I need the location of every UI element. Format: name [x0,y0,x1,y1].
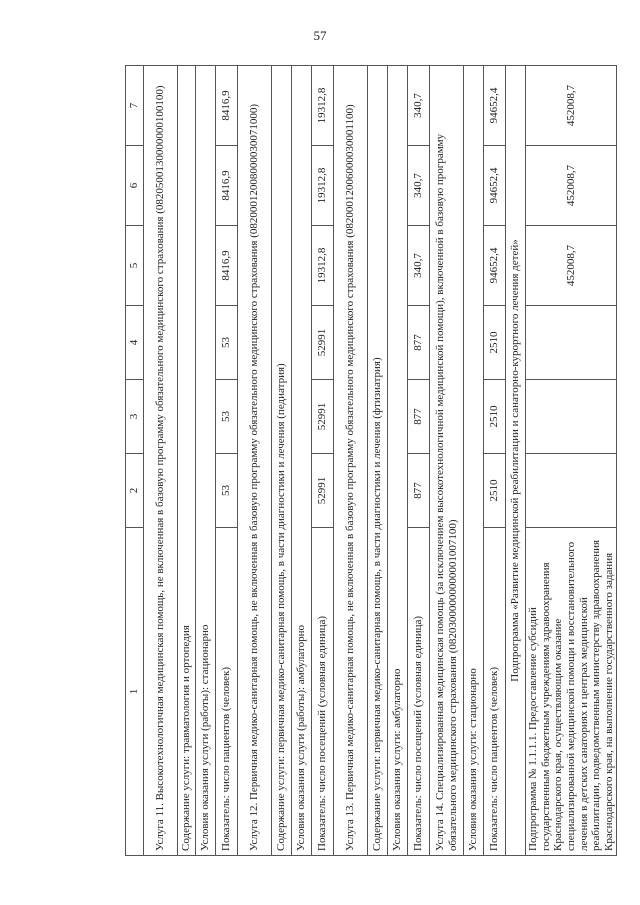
service-description: Содержание услуги: первичная медико-санитарная помощь, в части диагностики и лечения (педиатрия) [272,66,292,856]
value-cell: 877 [408,454,430,528]
table-row [464,66,484,856]
table-row [216,66,238,856]
value-cell: 19312,8 [312,226,334,306]
service-description: Услуга 11. Высокотехнологичная медицинская помощь, не включенная в базовую программу обязательного медицинского страхования (0820500130000000100100) [144,66,178,856]
service-description: Условия оказания услуги (работы): амбулаторно [292,66,312,856]
value-cell: 340,7 [408,66,430,146]
service-description: Условия оказания услуги: стационарно [464,66,484,856]
value-cell: 877 [408,306,430,380]
table-row [526,66,617,856]
header-cell: 6 [126,146,144,226]
value-cell: 53 [216,380,238,454]
service-description: Условия оказания услуги: амбулаторно [388,66,408,856]
table-row [272,66,292,856]
value-cell: 2510 [484,454,506,528]
table-row [292,66,312,856]
service-description: Содержание услуги: травматология и ортопедия [178,66,196,856]
indicator-label: Подпрограмма № 1.1.1.1. Предоставление субсидий государственным бюджетным учреждениям здравоохранения Краснодарского края, осуществляющим оказание специализированной медицинской помощи и восстановительного лечения в детских санаториях и центрах медицинской реабилитации, подведомственным министерству здравоохранения Краснодарского края, на выполнение государственного задания [526,528,617,856]
table-row [196,66,216,856]
value-cell: 53 [216,454,238,528]
value-cell: 877 [408,380,430,454]
indicator-label: Показатель: число посещений (условная единица) [408,528,430,856]
value-cell [526,454,617,528]
table-row [178,66,196,856]
value-cell [526,306,617,380]
value-cell: 2510 [484,306,506,380]
table-row [506,66,526,856]
header-cell: 2 [126,454,144,528]
table-row [430,66,464,856]
table-row [408,66,430,856]
page-number: 57 [313,28,327,43]
value-cell: 8416,9 [216,226,238,306]
header-row [126,66,144,856]
table-body [126,66,617,856]
value-cell: 52991 [312,306,334,380]
value-cell: 8416,9 [216,66,238,146]
indicator-label: Показатель: число посещений (условная единица) [312,528,334,856]
value-cell: 452008,7 [526,226,617,306]
header-cell: 1 [126,528,144,856]
header-cell: 4 [126,306,144,380]
budget-table [125,65,617,856]
subprogram-title: Подпрограмма «Развитие медицинской реабилитации и санаторно-курортного лечения детей» [506,66,526,856]
table-row [368,66,388,856]
value-cell: 2510 [484,380,506,454]
service-description: Услуга 14. Специализированная медицинская помощь (за исключением высокотехнологичной медицинской помощи), включенной в базовую программу обязательного медицинского страхования (08203000000000001007100) [430,66,464,856]
service-description: Услуга 12. Первичная медико-санитарная помощь, не включенная в базовую программу обязательного медицинского страхования (08200012008000030071000) [238,66,272,856]
value-cell: 452008,7 [526,146,617,226]
table-row [312,66,334,856]
indicator-label: Показатель: число пациентов (человек) [484,528,506,856]
value-cell: 94652,4 [484,146,506,226]
value-cell: 94652,4 [484,226,506,306]
value-cell: 52991 [312,454,334,528]
value-cell: 8416,9 [216,146,238,226]
table-row [144,66,178,856]
header-cell: 7 [126,66,144,146]
value-cell: 52991 [312,380,334,454]
service-description: Условия оказания услуги (работы): стационарно [196,66,216,856]
value-cell: 340,7 [408,226,430,306]
rotated-table-container [125,66,615,856]
value-cell: 19312,8 [312,66,334,146]
header-cell: 3 [126,380,144,454]
service-description: Услуга 13. Первичная медико-санитарная помощь, не включенная в базовую программу обязательного медицинского страхования (08200012006000030001100) [334,66,368,856]
table-row [388,66,408,856]
table-row [238,66,272,856]
indicator-label: Показатель: число пациентов (человек) [216,528,238,856]
table-row [334,66,368,856]
table-row [484,66,506,856]
value-cell [526,380,617,454]
header-cell: 5 [126,226,144,306]
value-cell: 19312,8 [312,146,334,226]
value-cell: 452008,7 [526,66,617,146]
service-description: Содержание услуги: первичная медико-санитарная помощь, в части диагностики и лечения (фтизиатрия) [368,66,388,856]
value-cell: 53 [216,306,238,380]
value-cell: 94652,4 [484,66,506,146]
value-cell: 340,7 [408,146,430,226]
